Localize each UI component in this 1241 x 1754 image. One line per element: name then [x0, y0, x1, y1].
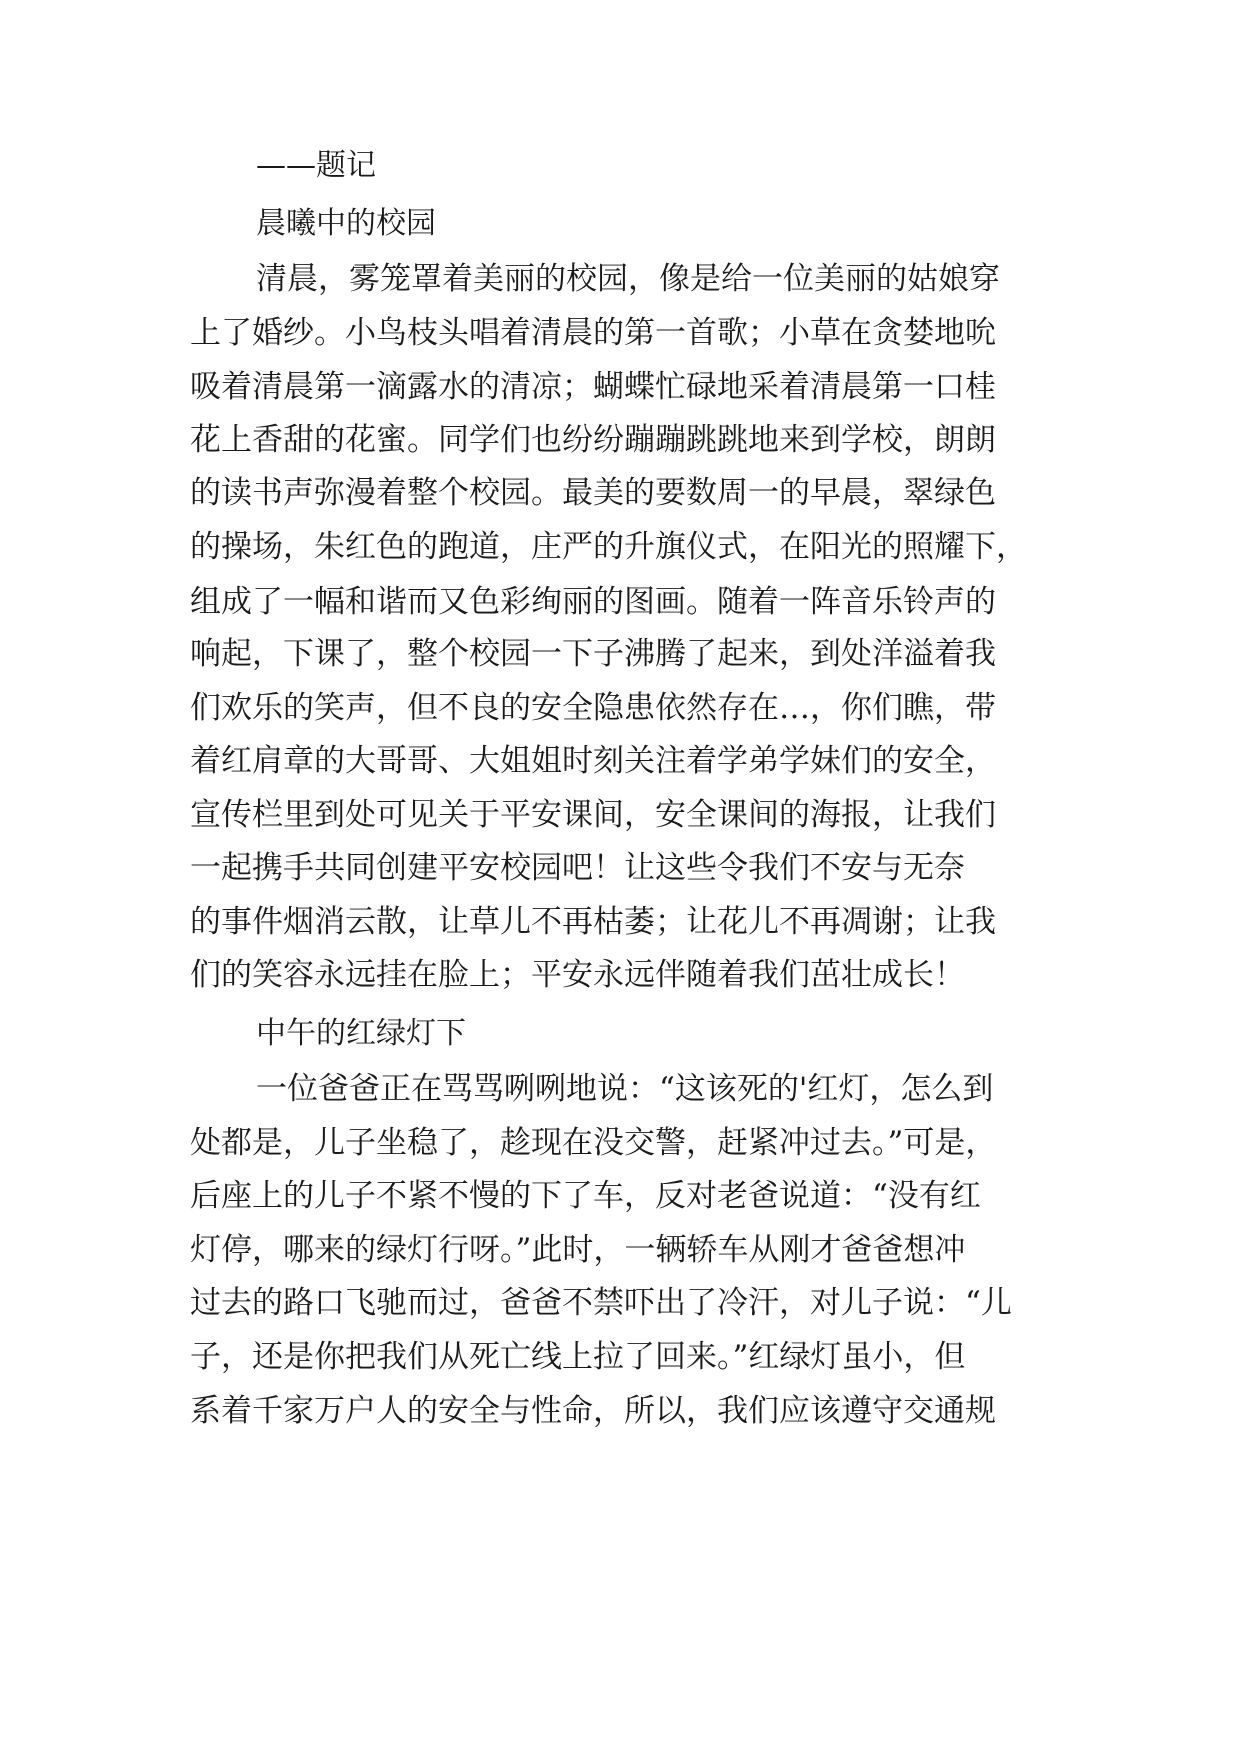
- paragraph-line: 后座上的儿子不紧不慢的下了车，反对老爸说道：“没有红: [190, 1178, 981, 1214]
- section-heading-morning: 晨曦中的校园: [256, 206, 436, 241]
- paragraph-line: 组成了一幅和谐而又色彩绚丽的图画。随着一阵音乐铃声的: [190, 584, 996, 620]
- paragraph-line: 着红肩章的大哥哥、大姐姐时刻关注着学弟学妹们的安全，: [190, 743, 996, 779]
- paragraph-line: 一位爸爸正在骂骂咧咧地说：“这该死的'红灯，怎么到: [256, 1071, 994, 1107]
- paragraph-line: 们欢乐的笑声，但不良的安全隐患依然存在…，你们瞧，带: [190, 690, 996, 726]
- paragraph-line: 上了婚纱。小鸟枝头唱着清晨的第一首歌；小草在贪婪地吮: [190, 315, 996, 351]
- paragraph-line: 响起，下课了，整个校园一下子沸腾了起来，到处洋溢着我: [190, 636, 996, 672]
- paragraph-line: 子，还是你把我们从死亡线上拉了回来。”红绿灯虽小，但: [190, 1339, 966, 1375]
- paragraph-line: 的读书声弥漫着整个校园。最美的要数周一的早晨，翠绿色: [190, 475, 996, 511]
- epigraph-credit: ——题记: [256, 148, 376, 183]
- section-heading-noon: 中午的红绿灯下: [256, 1016, 466, 1051]
- paragraph-line: 花上香甜的花蜜。同学们也纷纷蹦蹦跳跳地来到学校，朗朗: [190, 422, 996, 458]
- paragraph-line: 的操场，朱红色的跑道，庄严的升旗仪式，在阳光的照耀下，: [190, 529, 1027, 565]
- paragraph-line: 一起携手共同创建平安校园吧！让这些令我们不安与无奈: [190, 850, 965, 886]
- paragraph-line: 灯停，哪来的绿灯行呀。”此时，一辆轿车从刚才爸爸想冲: [190, 1232, 966, 1268]
- paragraph-line: 系着千家万户人的安全与性命，所以，我们应该遵守交通规: [190, 1393, 996, 1429]
- paragraph-line: 过去的路口飞驰而过，爸爸不禁吓出了冷汗，对儿子说：“儿: [190, 1285, 1012, 1321]
- paragraph-line: 宣传栏里到处可见关于平安课间，安全课间的海报，让我们: [190, 797, 996, 833]
- paragraph-line: 清晨，雾笼罩着美丽的校园，像是给一位美丽的姑娘穿: [256, 261, 1000, 297]
- paragraph-line: 的事件烟消云散，让草儿不再枯萎；让花儿不再凋谢；让我: [190, 904, 996, 940]
- paragraph-line: 吸着清晨第一滴露水的清凉；蝴蝶忙碌地采着清晨第一口桂: [190, 369, 996, 405]
- paragraph-line: 处都是，儿子坐稳了，趁现在没交警，赶紧冲过去。”可是，: [190, 1125, 997, 1161]
- paragraph-line: 们的笑容永远挂在脸上；平安永远伴随着我们茁壮成长！: [190, 957, 965, 993]
